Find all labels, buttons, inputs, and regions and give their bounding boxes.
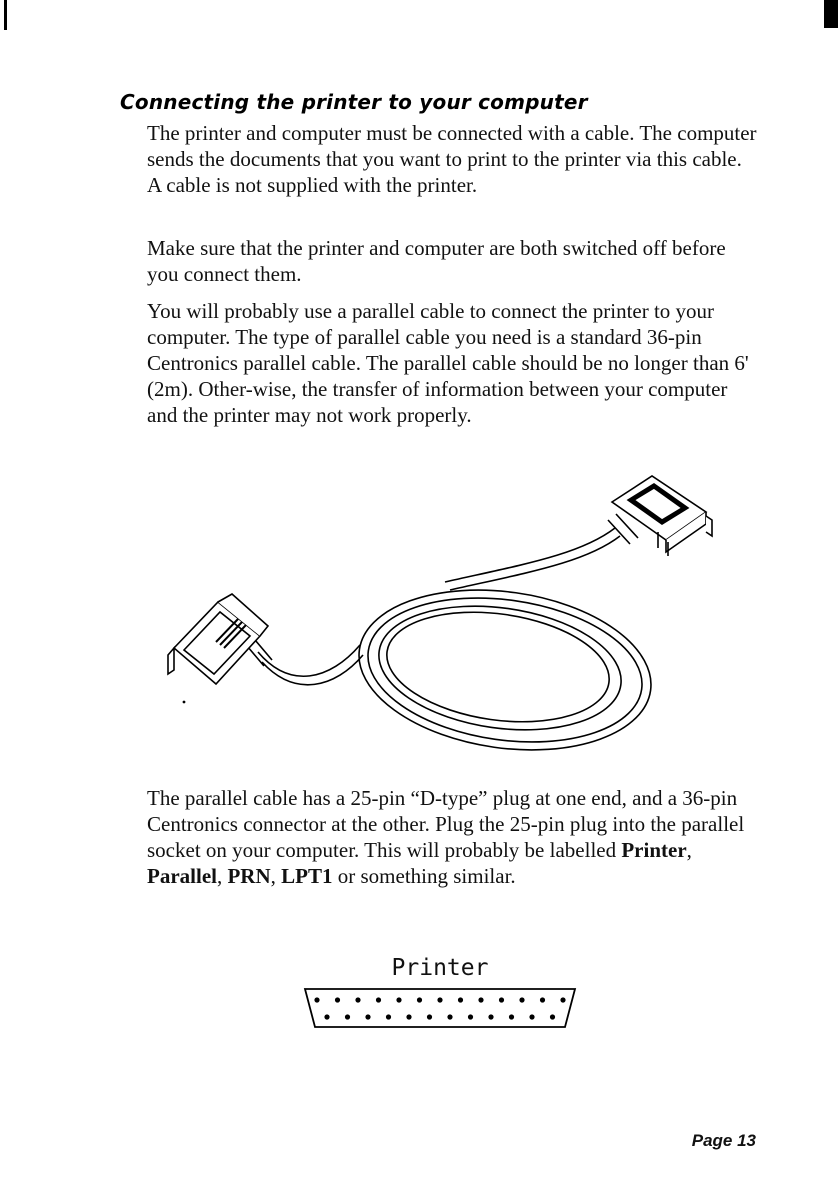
pin (406, 1014, 411, 1019)
term-separator: , (270, 864, 282, 888)
label-term-parallel: Parallel (147, 864, 217, 888)
pin (488, 1014, 493, 1019)
port-label: Printer (391, 955, 489, 981)
pin (386, 1014, 391, 1019)
pin (509, 1014, 514, 1019)
parallel-port-25pin-icon (300, 985, 580, 1030)
term-separator: , (216, 864, 228, 888)
pin (447, 1014, 452, 1019)
pin (478, 997, 483, 1002)
pin (396, 997, 401, 1002)
paragraph-cable-required: The printer and computer must be connected with a cable. The computer sends the documents that you want to print to the printer via this cable. A cable is not supplied with the printer. (147, 121, 757, 197)
plug-instructions-lead: The parallel cable has a 25-pin “D-type” plug at one end, and a 36-pin Centronics connector at the other. Plug the 25-pin plug into the parallel socket on your computer. This will probably be labelled (147, 786, 745, 862)
pin (529, 1014, 534, 1019)
paragraph-plug-instructions (147, 785, 757, 889)
page-number: Page 13 (691, 1131, 756, 1150)
port-outline (305, 989, 575, 1027)
section-heading: Connecting the printer to your computer (120, 90, 588, 114)
label-term-prn: PRN (227, 864, 271, 888)
pin (314, 997, 319, 1002)
pin (550, 1014, 555, 1019)
scan-edge-mark-right (824, 0, 838, 28)
pin (427, 1014, 432, 1019)
pin (365, 1014, 370, 1019)
pin (376, 997, 381, 1002)
pin (417, 997, 422, 1002)
pin (468, 1014, 473, 1019)
label-term-lpt1: LPT1 (281, 864, 333, 888)
d-type-plug-icon (168, 594, 268, 684)
pin (324, 1014, 329, 1019)
pin-row-top (314, 997, 565, 1002)
label-term-printer: Printer (621, 838, 687, 862)
pin-row-bottom (324, 1014, 555, 1019)
paragraph-switch-off: Make sure that the printer and computer are both switched off before you connect them. (147, 236, 726, 286)
parallel-cable-illustration (160, 470, 720, 770)
scan-edge-mark-left (4, 0, 7, 30)
pin (560, 997, 565, 1002)
pin (458, 997, 463, 1002)
pin (437, 997, 442, 1002)
pin (345, 1014, 350, 1019)
pin (540, 997, 545, 1002)
pin (335, 997, 340, 1002)
pin (519, 997, 524, 1002)
paragraph-parallel-cable: You will probably use a parallel cable to connect the printer to your computer. The type of parallel cable you need is a standard 36-pin Centronics parallel cable. The parallel cable should be no longer than 6' (2m). Other-wise, the transfer of information between your computer and the printer may not work properly. (147, 299, 749, 427)
cable-run-to-centronics (445, 528, 615, 582)
pin (499, 997, 504, 1002)
centronics-connector-icon (612, 476, 712, 556)
pin (355, 997, 360, 1002)
plug-instructions-tail: or something similar. (332, 864, 516, 888)
term-separator: , (686, 838, 692, 862)
cable-coil-outer (349, 572, 662, 767)
